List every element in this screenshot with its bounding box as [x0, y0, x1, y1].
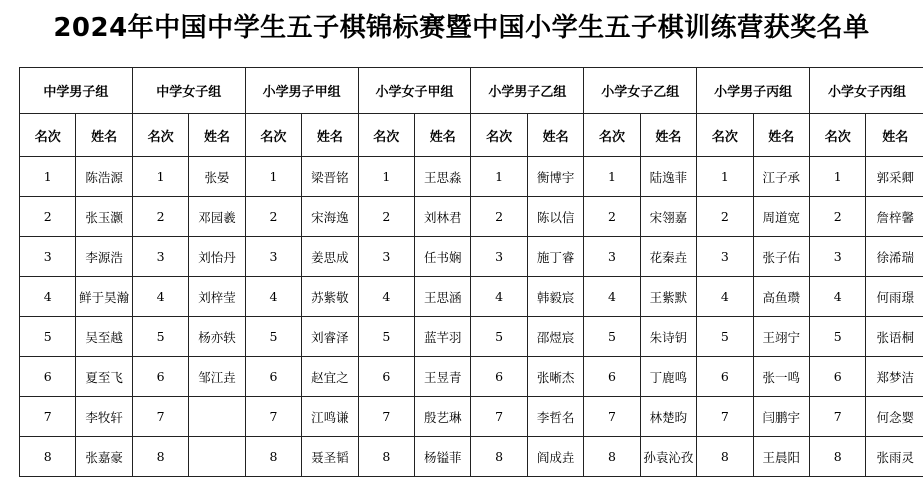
winner-name-cell: 韩毅宸	[527, 277, 583, 317]
table-row	[20, 437, 923, 477]
winner-name-cell: 张晰杰	[527, 357, 583, 397]
rank-cell: 8	[584, 437, 640, 477]
rank-cell: 7	[697, 397, 753, 437]
winner-name-cell: 刘林君	[415, 197, 471, 237]
rank-cell: 4	[471, 277, 527, 317]
table-row	[20, 317, 923, 357]
winner-name-cell: 王思涵	[415, 277, 471, 317]
page-title: 2024年中国中学生五子棋锦标赛暨中国小学生五子棋训练营获奖名单	[53, 13, 870, 43]
rank-cell: 3	[132, 237, 188, 277]
winner-name-cell: 邓园羲	[189, 197, 245, 237]
winner-name-cell: 郑梦洁	[866, 357, 923, 397]
rank-cell: 2	[358, 197, 414, 237]
winner-name-cell: 花秦垚	[640, 237, 696, 277]
rank-header: 名次	[697, 114, 753, 157]
winner-name-cell: 张嘉豪	[76, 437, 132, 477]
rank-cell: 1	[697, 157, 753, 197]
rank-cell: 5	[132, 317, 188, 357]
rank-cell: 2	[697, 197, 753, 237]
winner-name-cell: 张晏	[189, 157, 245, 197]
rank-cell: 8	[245, 437, 301, 477]
winner-name-cell: 陈浩源	[76, 157, 132, 197]
rank-cell: 3	[697, 237, 753, 277]
group-title: 小学女子乙组	[584, 68, 697, 114]
winner-name-cell: 江鸣谦	[302, 397, 358, 437]
rank-header: 名次	[471, 114, 527, 157]
rank-cell: 8	[810, 437, 866, 477]
winner-name-cell: 张子佑	[753, 237, 809, 277]
winner-name-cell: 夏至飞	[76, 357, 132, 397]
rank-cell: 8	[132, 437, 188, 477]
rank-cell: 2	[132, 197, 188, 237]
rank-cell: 1	[584, 157, 640, 197]
winner-name-cell: 吴至越	[76, 317, 132, 357]
winner-name-cell: 蓝芊羽	[415, 317, 471, 357]
winner-name-cell: 杨亦轶	[189, 317, 245, 357]
winner-name-cell: 林楚昀	[640, 397, 696, 437]
rank-cell: 3	[245, 237, 301, 277]
name-header: 姓名	[302, 114, 358, 157]
rank-cell: 7	[471, 397, 527, 437]
rank-header: 名次	[245, 114, 301, 157]
rank-cell: 4	[697, 277, 753, 317]
rank-cell: 2	[20, 197, 76, 237]
rank-cell: 6	[20, 357, 76, 397]
table-row	[20, 237, 923, 277]
winner-name-cell: 宋海逸	[302, 197, 358, 237]
winner-name-cell: 衡博宇	[527, 157, 583, 197]
winner-name-cell: 宋翎嘉	[640, 197, 696, 237]
name-header: 姓名	[527, 114, 583, 157]
rank-cell: 7	[245, 397, 301, 437]
winner-name-cell: 赵宜之	[302, 357, 358, 397]
rank-cell: 7	[358, 397, 414, 437]
winner-name-cell: 任书娴	[415, 237, 471, 277]
winner-name-cell: 李源浩	[76, 237, 132, 277]
rank-cell: 6	[358, 357, 414, 397]
winner-name-cell: 孙袁沁孜	[640, 437, 696, 477]
group-title: 中学女子组	[132, 68, 245, 114]
name-header: 姓名	[76, 114, 132, 157]
rank-header: 名次	[584, 114, 640, 157]
rank-cell: 6	[132, 357, 188, 397]
rank-cell: 8	[697, 437, 753, 477]
winner-name-cell: 苏紫敬	[302, 277, 358, 317]
rank-cell: 1	[471, 157, 527, 197]
award-table	[19, 67, 923, 477]
rank-cell: 7	[132, 397, 188, 437]
rank-cell: 4	[810, 277, 866, 317]
rank-header: 名次	[132, 114, 188, 157]
name-header: 姓名	[415, 114, 471, 157]
winner-name-cell: 徐浠瑞	[866, 237, 923, 277]
rank-cell: 5	[810, 317, 866, 357]
winner-name-cell: 李哲名	[527, 397, 583, 437]
rank-cell: 2	[584, 197, 640, 237]
winner-name-cell: 陈以信	[527, 197, 583, 237]
winner-name-cell: 杨镒菲	[415, 437, 471, 477]
winner-name-cell: 刘怡丹	[189, 237, 245, 277]
winner-name-cell: 刘睿泽	[302, 317, 358, 357]
rank-cell: 8	[471, 437, 527, 477]
winner-name-cell: 王翊宁	[753, 317, 809, 357]
rank-cell: 3	[471, 237, 527, 277]
winner-name-cell: 丁鹿鸣	[640, 357, 696, 397]
winner-name-cell: 李牧轩	[76, 397, 132, 437]
winner-name-cell: 张语桐	[866, 317, 923, 357]
rank-cell: 3	[584, 237, 640, 277]
rank-cell: 5	[358, 317, 414, 357]
rank-cell: 5	[697, 317, 753, 357]
winner-name-cell: 鲜于昊瀚	[76, 277, 132, 317]
winner-name-cell: 周道宽	[753, 197, 809, 237]
rank-cell: 7	[20, 397, 76, 437]
rank-cell: 7	[584, 397, 640, 437]
winner-name-cell: 聂圣韬	[302, 437, 358, 477]
winner-name-cell: 王晨阳	[753, 437, 809, 477]
rank-cell: 1	[810, 157, 866, 197]
group-title: 小学男子乙组	[471, 68, 584, 114]
winner-name-cell: 姜思成	[302, 237, 358, 277]
winner-name-cell: 邵煜宸	[527, 317, 583, 357]
rank-cell: 6	[245, 357, 301, 397]
winner-name-cell: 詹梓馨	[866, 197, 923, 237]
winner-name-cell: 王昱青	[415, 357, 471, 397]
winner-name-cell: 阎成垚	[527, 437, 583, 477]
winner-name-cell: 王紫默	[640, 277, 696, 317]
name-header: 姓名	[753, 114, 809, 157]
group-title: 小学男子甲组	[245, 68, 358, 114]
winner-name-cell: 闫鹏宇	[753, 397, 809, 437]
rank-cell: 1	[245, 157, 301, 197]
rank-cell: 4	[132, 277, 188, 317]
name-header: 姓名	[189, 114, 245, 157]
rank-cell: 5	[584, 317, 640, 357]
rank-cell: 5	[20, 317, 76, 357]
rank-cell: 4	[245, 277, 301, 317]
name-header: 姓名	[640, 114, 696, 157]
rank-cell: 4	[20, 277, 76, 317]
winner-name-cell: 张一鸣	[753, 357, 809, 397]
group-title: 小学女子甲组	[358, 68, 471, 114]
winner-name-cell: 邹江垚	[189, 357, 245, 397]
rank-cell: 8	[20, 437, 76, 477]
group-title: 小学男子丙组	[697, 68, 810, 114]
name-header: 姓名	[866, 114, 923, 157]
rank-cell: 3	[20, 237, 76, 277]
rank-cell: 5	[245, 317, 301, 357]
winner-name-cell: 殷艺琳	[415, 397, 471, 437]
winner-name-cell: 张玉灏	[76, 197, 132, 237]
winner-name-cell: 何雨璟	[866, 277, 923, 317]
rank-cell: 1	[358, 157, 414, 197]
winner-name-cell: 施丁睿	[527, 237, 583, 277]
rank-cell: 8	[358, 437, 414, 477]
group-title: 小学女子丙组	[810, 68, 923, 114]
rank-cell: 4	[584, 277, 640, 317]
group-title: 中学男子组	[20, 68, 133, 114]
winner-name-cell: 陆逸菲	[640, 157, 696, 197]
rank-cell: 2	[471, 197, 527, 237]
rank-cell: 1	[132, 157, 188, 197]
rank-cell: 4	[358, 277, 414, 317]
rank-cell: 2	[245, 197, 301, 237]
rank-cell: 2	[810, 197, 866, 237]
table-row	[20, 197, 923, 237]
winner-name-cell: 梁晋铭	[302, 157, 358, 197]
winner-name-cell	[189, 397, 245, 437]
winner-name-cell: 郭采卿	[866, 157, 923, 197]
winner-name-cell: 高鱼瓒	[753, 277, 809, 317]
table-row	[20, 397, 923, 437]
column-header-row	[20, 114, 923, 157]
table-row	[20, 157, 923, 197]
rank-cell: 1	[20, 157, 76, 197]
rank-header: 名次	[20, 114, 76, 157]
rank-cell: 6	[810, 357, 866, 397]
rank-header: 名次	[358, 114, 414, 157]
rank-cell: 3	[810, 237, 866, 277]
rank-header: 名次	[810, 114, 866, 157]
winner-name-cell: 王思淼	[415, 157, 471, 197]
winner-name-cell: 朱诗钥	[640, 317, 696, 357]
winner-name-cell: 刘梓莹	[189, 277, 245, 317]
rank-cell: 3	[358, 237, 414, 277]
table-row	[20, 357, 923, 397]
table-row	[20, 277, 923, 317]
rank-cell: 6	[697, 357, 753, 397]
winner-name-cell: 江子承	[753, 157, 809, 197]
rank-cell: 6	[471, 357, 527, 397]
winner-name-cell: 张雨灵	[866, 437, 923, 477]
group-header-row	[20, 68, 923, 114]
winner-name-cell	[189, 437, 245, 477]
winner-name-cell: 何念婴	[866, 397, 923, 437]
rank-cell: 7	[810, 397, 866, 437]
award-table-body	[20, 68, 923, 477]
rank-cell: 5	[471, 317, 527, 357]
rank-cell: 6	[584, 357, 640, 397]
